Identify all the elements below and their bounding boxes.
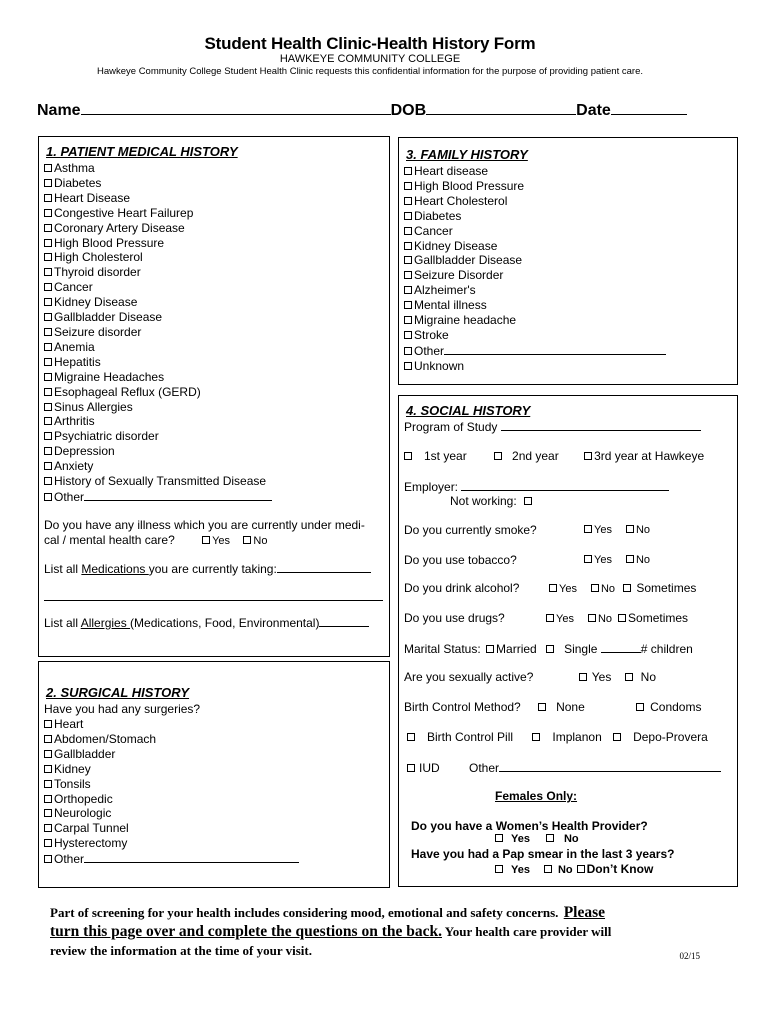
checkbox-yes[interactable] (495, 834, 503, 842)
program-field[interactable] (501, 419, 701, 431)
checkbox-item[interactable]: Alzheimer's (404, 283, 666, 298)
checkbox-yes[interactable] (579, 673, 587, 681)
social-history-box (398, 395, 738, 887)
checkbox-yes[interactable] (584, 555, 592, 563)
checkbox-condoms[interactable] (636, 703, 644, 711)
medical-history-box (38, 136, 390, 657)
checkbox-item[interactable]: Other (404, 343, 666, 359)
checkbox[interactable] (44, 209, 52, 217)
checkbox-item[interactable]: Seizure disorder (44, 325, 272, 340)
sexually-active-row: Are you sexually active? Yes No (404, 670, 657, 684)
checkbox-no[interactable] (626, 525, 634, 533)
checkbox-implanon[interactable] (532, 733, 540, 741)
checkbox[interactable] (404, 182, 412, 190)
checkbox[interactable] (44, 839, 52, 847)
checkbox-item[interactable]: Psychiatric disorder (44, 429, 272, 444)
checkbox-yes[interactable] (549, 584, 557, 592)
smoke-question: Do you currently smoke? (404, 523, 537, 537)
checkbox-item[interactable]: Other (44, 489, 272, 505)
checkbox-not-working[interactable] (524, 497, 532, 505)
name-label: Name (37, 102, 81, 119)
checkbox[interactable] (44, 780, 52, 788)
checkbox[interactable] (44, 358, 52, 366)
name-field[interactable] (81, 100, 391, 115)
checkbox-item[interactable]: Stroke (404, 328, 666, 343)
checkbox-item[interactable]: Coronary Artery Disease (44, 221, 272, 236)
checkbox-item[interactable]: Seizure Disorder (404, 268, 666, 283)
checkbox[interactable] (44, 179, 52, 187)
checkbox-1st-year[interactable] (404, 452, 412, 460)
checkbox[interactable] (404, 242, 412, 250)
checkbox-item[interactable]: Heart Disease (44, 191, 272, 206)
checkbox-item[interactable]: Kidney Disease (404, 239, 666, 254)
dob-label: DOB (390, 102, 427, 119)
medications-row: List all Medications you are currently taking: (44, 561, 371, 576)
birth-control-row1: Birth Control Method? None Condoms (404, 700, 702, 714)
family-history-list (404, 164, 666, 374)
checkbox[interactable] (44, 373, 52, 381)
checkbox-item[interactable]: Asthma (44, 161, 272, 176)
checkbox-item[interactable]: Cancer (404, 224, 666, 239)
checkbox-depo-provera[interactable] (613, 733, 621, 741)
females-only-heading: Females Only: (495, 789, 578, 803)
year-row: 1st year 2nd year 3rd year at Hawkeye (404, 449, 704, 463)
checkbox[interactable] (44, 750, 52, 758)
social-history-title: 4. SOCIAL HISTORY (406, 403, 531, 418)
checkbox[interactable] (44, 328, 52, 336)
checkbox-dont-know[interactable] (577, 865, 585, 873)
drugs-question: Do you use drugs? (404, 611, 505, 625)
checkbox[interactable] (44, 493, 52, 501)
medications-field[interactable] (277, 561, 371, 573)
checkbox[interactable] (44, 268, 52, 276)
checkbox[interactable] (404, 167, 412, 175)
checkbox[interactable] (404, 347, 412, 355)
medical-history-title: 1. PATIENT MEDICAL HISTORY (46, 144, 238, 159)
family-history-title: 3. FAMILY HISTORY (406, 147, 528, 162)
checkbox-no[interactable] (243, 536, 251, 544)
checkbox-item[interactable]: Diabetes (44, 176, 272, 191)
checkbox[interactable] (404, 227, 412, 235)
medications-field-line2[interactable] (44, 600, 383, 601)
checkbox-item[interactable]: Gallbladder (44, 747, 299, 762)
checkbox-item[interactable]: Arthritis (44, 414, 272, 429)
checkbox-pill[interactable] (407, 733, 415, 741)
checkbox[interactable] (44, 313, 52, 321)
tobacco-question: Do you use tobacco? (404, 553, 517, 567)
checkbox-item[interactable]: Hepatitis (44, 355, 272, 370)
drugs-options: Yes No Sometimes (546, 611, 688, 625)
checkbox[interactable] (44, 720, 52, 728)
other-surgery-field[interactable] (84, 851, 299, 863)
checkbox[interactable] (44, 343, 52, 351)
checkbox-item[interactable]: Heart Cholesterol (404, 194, 666, 209)
family-history-box (398, 137, 738, 385)
tobacco-options: Yes No (584, 554, 650, 566)
checkbox[interactable] (44, 283, 52, 291)
not-working-row: Not working: (450, 494, 534, 508)
checkbox-item[interactable]: Anxiety (44, 459, 272, 474)
checkbox[interactable] (44, 432, 52, 440)
patient-info-row (37, 100, 717, 120)
checkbox-no[interactable] (544, 865, 552, 873)
checkbox-item[interactable]: Kidney (44, 762, 299, 777)
checkbox[interactable] (44, 824, 52, 832)
date-label: Date (576, 102, 611, 119)
birth-control-row3: IUD Other (407, 760, 721, 775)
employer-row: Employer: (404, 479, 669, 494)
checkbox-item[interactable]: Heart disease (404, 164, 666, 179)
checkbox-yes[interactable] (495, 865, 503, 873)
checkbox-item[interactable]: Unknown (404, 359, 666, 374)
date-field[interactable] (611, 100, 687, 115)
checkbox-no[interactable] (626, 555, 634, 563)
checkbox-item[interactable]: Esophageal Reflux (GERD) (44, 385, 272, 400)
checkbox[interactable] (404, 197, 412, 205)
checkbox[interactable] (44, 417, 52, 425)
checkbox[interactable] (44, 447, 52, 455)
checkbox[interactable] (44, 403, 52, 411)
checkbox-iud[interactable] (407, 764, 415, 772)
checkbox-none[interactable] (538, 703, 546, 711)
checkbox[interactable] (44, 735, 52, 743)
checkbox-item[interactable]: High Blood Pressure (44, 236, 272, 251)
checkbox-item[interactable]: Diabetes (404, 209, 666, 224)
checkbox[interactable] (44, 388, 52, 396)
pap-smear-options: Yes No Don’t Know (495, 862, 653, 876)
dob-field[interactable] (426, 100, 576, 115)
checkbox-item[interactable]: Hysterectomy (44, 836, 299, 851)
checkbox[interactable] (44, 462, 52, 470)
checkbox-item[interactable]: Other (44, 851, 299, 867)
checkbox-item[interactable]: Cancer (44, 280, 272, 295)
surgical-history-title: 2. SURGICAL HISTORY (46, 685, 190, 700)
checkbox-no[interactable] (546, 834, 554, 842)
checkbox[interactable] (404, 316, 412, 324)
checkbox[interactable] (404, 271, 412, 279)
checkbox[interactable] (404, 212, 412, 220)
footer-note: Part of screening for your health includes considering mood, emotional and safety concerns. Please turn this page over and complete the questions on the back. Your health care provider will review the information at the time of your visit. 02/15 (50, 903, 710, 960)
surgical-history-box (38, 661, 390, 888)
children-count-field[interactable] (601, 641, 641, 653)
checkbox[interactable] (404, 301, 412, 309)
checkbox-item[interactable]: Orthopedic (44, 792, 299, 807)
checkbox-item[interactable]: Migraine headache (404, 313, 666, 328)
smoke-options: Yes No (584, 524, 650, 536)
checkbox[interactable] (44, 194, 52, 202)
illness-question-line1: Do you have any illness which you are currently under medi- (44, 518, 365, 532)
form-title: Student Health Clinic-Health History Form (204, 34, 536, 53)
alcohol-options: Yes No Sometimes (549, 581, 696, 595)
allergies-field[interactable] (319, 615, 369, 627)
checkbox-item[interactable]: Depression (44, 444, 272, 459)
checkbox-no[interactable] (588, 614, 596, 622)
checkbox-single[interactable] (546, 645, 554, 653)
illness-question-line2: cal / mental health care? Yes No (44, 533, 268, 547)
checkbox[interactable] (404, 362, 412, 370)
checkbox-item[interactable]: Thyroid disorder (44, 265, 272, 280)
checkbox[interactable] (44, 795, 52, 803)
pap-smear-question: Have you had a Pap smear in the last 3 years? (411, 847, 675, 861)
checkbox-2nd-year[interactable] (494, 452, 502, 460)
checkbox-item[interactable]: Heart (44, 717, 299, 732)
form-revision-date: 02/15 (679, 951, 700, 961)
checkbox-item[interactable]: High Cholesterol (44, 250, 272, 265)
other-medical-field[interactable] (84, 489, 272, 501)
checkbox[interactable] (404, 286, 412, 294)
allergies-row: List all Allergies (Medications, Food, Environmental) (44, 615, 369, 630)
checkbox-yes[interactable] (202, 536, 210, 544)
womens-health-options: Yes No (495, 833, 579, 845)
program-row: Program of Study (404, 419, 701, 434)
checkbox-item[interactable]: Congestive Heart Failurep (44, 206, 272, 221)
employer-field[interactable] (461, 479, 669, 491)
checkbox-item[interactable]: Carpal Tunnel (44, 821, 299, 836)
checkbox[interactable] (44, 477, 52, 485)
alcohol-question: Do you drink alcohol? (404, 581, 520, 595)
checkbox[interactable] (44, 224, 52, 232)
checkbox-married[interactable] (486, 645, 494, 653)
medical-history-list (44, 161, 272, 505)
checkbox-sometimes[interactable] (623, 584, 631, 592)
checkbox-yes[interactable] (584, 525, 592, 533)
checkbox[interactable] (404, 256, 412, 264)
checkbox[interactable] (44, 298, 52, 306)
college-name: HAWKEYE COMMUNITY COLLEGE (279, 53, 461, 65)
checkbox[interactable] (44, 765, 52, 773)
checkbox-item[interactable]: Tonsils (44, 777, 299, 792)
checkbox-item[interactable]: Mental illness (404, 298, 666, 313)
checkbox-item[interactable]: Abdomen/Stomach (44, 732, 299, 747)
checkbox[interactable] (44, 164, 52, 172)
marital-row: Marital Status: Married Single # children (404, 642, 693, 656)
checkbox-item[interactable]: High Blood Pressure (404, 179, 666, 194)
surgery-question: Have you had any surgeries? (44, 702, 201, 716)
checkbox-item[interactable]: Migraine Headaches (44, 370, 272, 385)
checkbox[interactable] (404, 331, 412, 339)
birth-control-row2: Birth Control Pill Implanon Depo-Provera (407, 730, 708, 744)
checkbox-item[interactable]: Anemia (44, 340, 272, 355)
checkbox[interactable] (44, 239, 52, 247)
checkbox-no[interactable] (625, 673, 633, 681)
womens-health-question: Do you have a Women’s Health Provider? (411, 819, 648, 833)
checkbox[interactable] (44, 855, 52, 863)
checkbox-item[interactable]: Neurologic (44, 806, 299, 821)
checkbox-no[interactable] (591, 584, 599, 592)
checkbox-item[interactable]: Gallbladder Disease (44, 310, 272, 325)
surgical-history-list (44, 717, 299, 867)
checkbox-item[interactable]: Kidney Disease (44, 295, 272, 310)
other-birth-control-field[interactable] (499, 760, 721, 772)
intro-text: Hawkeye Community College Student Health Clinic requests this confidential information for the purpose of providing patient care. (96, 66, 643, 77)
checkbox-item[interactable]: Sinus Allergies (44, 400, 272, 415)
checkbox-yes[interactable] (546, 614, 554, 622)
checkbox[interactable] (44, 809, 52, 817)
checkbox-3rd-year[interactable] (584, 452, 592, 460)
other-family-field[interactable] (444, 343, 666, 355)
checkbox-sometimes[interactable] (618, 614, 626, 622)
checkbox-item[interactable]: History of Sexually Transmitted Disease (44, 474, 272, 489)
checkbox-item[interactable]: Gallbladder Disease (404, 253, 666, 268)
checkbox[interactable] (44, 253, 52, 261)
